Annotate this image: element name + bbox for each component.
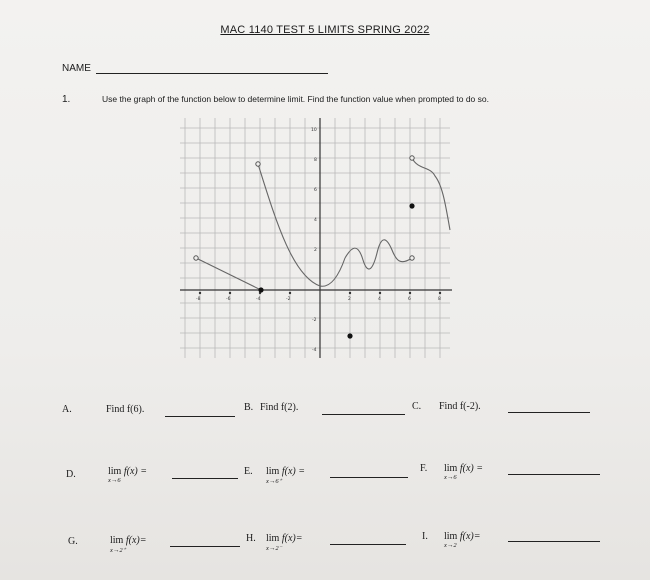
part-e-answer-blank[interactable] xyxy=(330,477,408,478)
name-blank[interactable] xyxy=(96,73,328,74)
part-a-label: A. xyxy=(62,404,72,415)
part-h-limit xyxy=(266,533,303,552)
y-tick-label: 10 xyxy=(311,128,317,133)
part-b-label: B. xyxy=(244,402,254,413)
x-tick-label: 8 xyxy=(438,297,441,302)
open-dot xyxy=(256,162,260,166)
curve-segment-parabola xyxy=(258,164,345,286)
limit-subscript: x→6 xyxy=(444,474,457,481)
limit-expression: f(x) = xyxy=(123,466,147,477)
question-number: 1. xyxy=(62,94,71,105)
part-d-limit xyxy=(108,466,147,484)
part-e-limit xyxy=(266,466,305,485)
part-f-answer-blank[interactable] xyxy=(508,474,600,475)
part-c-label: C. xyxy=(412,401,422,412)
limit-expression: f(x) = xyxy=(281,466,305,477)
function-graph xyxy=(180,118,455,363)
part-h-label: H. xyxy=(246,533,256,544)
x-tick-label: 4 xyxy=(378,297,381,302)
part-e-label: E. xyxy=(244,466,253,477)
y-tick-label: -4 xyxy=(312,348,317,353)
open-dot xyxy=(194,256,198,260)
part-h-answer-blank[interactable] xyxy=(330,544,406,545)
limit-expression: f(x)= xyxy=(281,533,303,544)
part-c-text: Find f(-2). xyxy=(439,401,481,412)
limit-expression: f(x) = xyxy=(459,463,483,474)
open-endpoints xyxy=(194,156,414,260)
closed-dot xyxy=(347,333,352,338)
part-g-label: G. xyxy=(68,536,78,547)
limit-subscript: x→2 xyxy=(444,542,457,549)
y-tick-label: -2 xyxy=(312,318,317,323)
name-label: NAME xyxy=(62,63,91,74)
lim-word: lim xyxy=(110,535,124,546)
open-dot xyxy=(410,156,414,160)
y-tick-label: 8 xyxy=(314,158,317,163)
x-tick-label: -4 xyxy=(256,297,261,302)
limit-subscript: x→2⁺ xyxy=(110,547,127,554)
part-i-limit xyxy=(444,531,481,549)
part-f-limit xyxy=(444,463,483,481)
x-tick-label: 2 xyxy=(348,297,351,302)
x-tick-label: -2 xyxy=(286,297,291,302)
part-a-answer-blank[interactable] xyxy=(165,416,235,417)
lim-word: lim xyxy=(266,466,280,477)
part-b-answer-blank[interactable] xyxy=(322,414,405,415)
x-tick-label: 6 xyxy=(408,297,411,302)
x-tick-label: -8 xyxy=(196,297,201,302)
part-a-text: Find f(6). xyxy=(106,404,145,415)
lim-word: lim xyxy=(266,533,280,544)
x-tick-label: -6 xyxy=(226,297,231,302)
y-tick-label: 4 xyxy=(314,218,317,223)
lim-word: lim xyxy=(108,466,122,477)
part-g-answer-blank[interactable] xyxy=(170,546,240,547)
open-dot xyxy=(410,256,414,260)
part-f-label: F. xyxy=(420,463,428,474)
part-c-answer-blank[interactable] xyxy=(508,412,590,413)
limit-expression: f(x)= xyxy=(125,535,147,546)
curve-segment-right xyxy=(412,158,450,230)
part-b-text: Find f(2). xyxy=(260,402,299,413)
y-tick-label: 6 xyxy=(314,188,317,193)
part-d-answer-blank[interactable] xyxy=(172,478,238,479)
limit-subscript: x→6 xyxy=(108,477,121,484)
question-instruction: Use the graph of the function below to determine limit. Find the function value when prompted to do so. xyxy=(102,94,489,104)
lim-word: lim xyxy=(444,463,458,474)
closed-dot xyxy=(409,203,414,208)
limit-subscript: x→6⁺ xyxy=(266,478,283,485)
test-title: MAC 1140 TEST 5 LIMITS SPRING 2022 xyxy=(220,24,430,36)
limit-subscript: x→2⁻ xyxy=(266,545,283,552)
y-tick-label: 2 xyxy=(314,248,317,253)
closed-dot xyxy=(258,287,263,292)
limit-expression: f(x)= xyxy=(459,531,481,542)
part-i-answer-blank[interactable] xyxy=(508,541,600,542)
part-g-limit xyxy=(110,535,147,554)
part-d-label: D. xyxy=(66,469,76,480)
part-i-label: I. xyxy=(422,531,428,542)
lim-word: lim xyxy=(444,531,458,542)
curve-segment-wave xyxy=(345,240,412,269)
